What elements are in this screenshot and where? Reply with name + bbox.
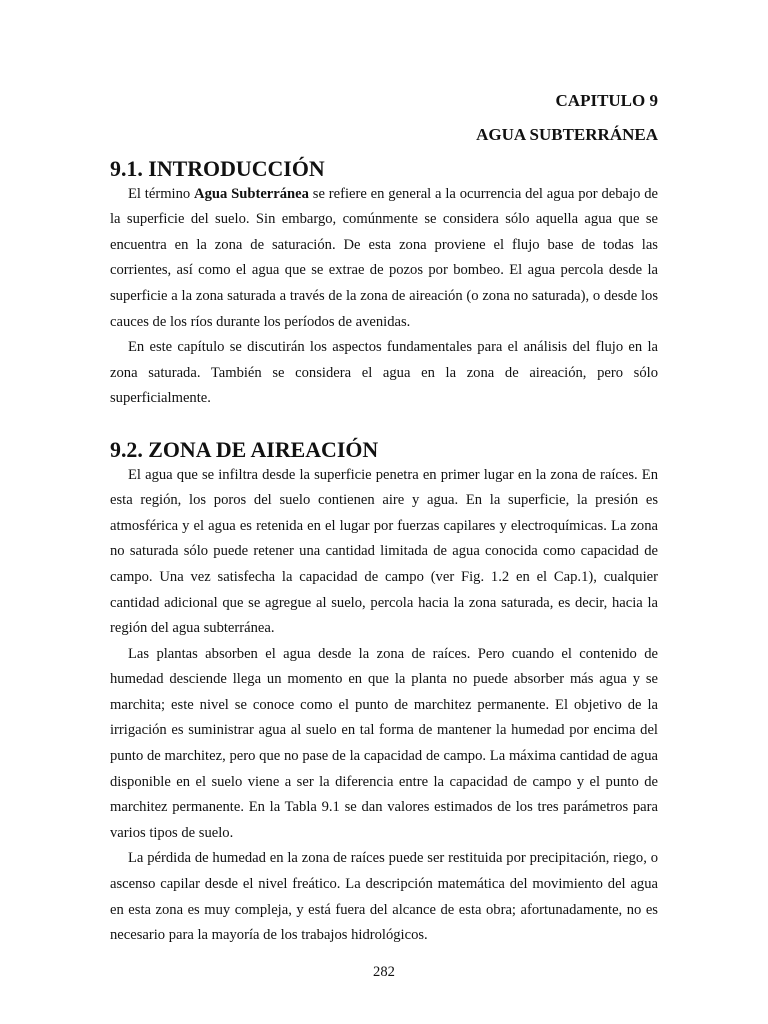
term-agua-subterranea: Agua Subterránea — [194, 185, 309, 202]
chapter-number: CAPITULO 9 — [555, 91, 658, 110]
paragraph: Las plantas absorben el agua desde la zona de raíces. Pero cuando el contenido de humedad desciende llega un momento en que la planta no puede absorber más agua y se marchita; este nivel se conoce como el punto de marchitez permanente. El objetivo de la irrigación es suministrar agua al suelo en tal forma de mantener la humedad por encima del punto de marchitez, pero que no pase de la capacidad de campo. La máxima cantidad de agua disponible en el suelo viene a ser la diferencia entre la capacidad de campo y el punto de marchitez permanente. En la Tabla 9.1 se dan valores estimados de los tres parámetros para varios tipos de suelo. — [110, 645, 658, 841]
chapter-header — [476, 84, 658, 152]
paragraph — [110, 182, 658, 336]
paragraph: En este capítulo se discutirán los aspectos fundamentales para el análisis del flujo en la zona saturada. También se considera el agua en la zona de aireación, pero sólo superficialmente. — [110, 339, 658, 407]
paragraph-lead: El término — [128, 185, 195, 202]
paragraph-rest: se refiere en general a la ocurrencia del agua por debajo de la superficie del suelo. Sin embargo, comúnmente se considera sólo aquella agua que se encuentra en la zona de saturación. De esta zona proviene el flujo base de todas las corrientes, así como el agua que se extrae de pozos por bombeo. El agua percola desde la superficie a la zona saturada a través de la zona de aireación (o zona no saturada), o desde los cauces de los ríos durante los períodos de avenidas. — [110, 185, 658, 330]
page-number: 282 — [373, 964, 395, 980]
body-text — [110, 156, 658, 949]
paragraph: La pérdida de humedad en la zona de raíces puede ser restituida por precipitación, riego, o ascenso capilar desde el nivel freático. La descripción matemática del movimiento del agua en esta zona es muy compleja, y está fuera del alcance de esta obra; afortunadamente, no es necesario para la mayoría de los trabajos hidrológicos. — [110, 850, 658, 944]
section-heading-zona-aireacion: 9.2. ZONA DE AIREACIÓN — [110, 436, 379, 462]
chapter-title: AGUA SUBTERRÁNEA — [476, 125, 658, 144]
paragraph: El agua que se infiltra desde la superficie penetra en primer lugar en la zona de raíces. En esta región, los poros del suelo contienen aire y agua. En la superficie, la presión es atmosférica y el agua es retenida en el lugar por fuerzas capilares y electroquímicas. La zona no saturada sólo puede retener una cantidad limitada de agua conocida como capacidad de campo. Una vez satisfecha la capacidad de campo (ver Fig. 1.2 en el Cap.1), cualquier cantidad adicional que se agregue al suelo, percola hacia la zona saturada, es decir, hacia la región del agua subterránea. — [110, 466, 658, 637]
section-heading-introduccion: 9.1. INTRODUCCIÓN — [110, 156, 325, 181]
